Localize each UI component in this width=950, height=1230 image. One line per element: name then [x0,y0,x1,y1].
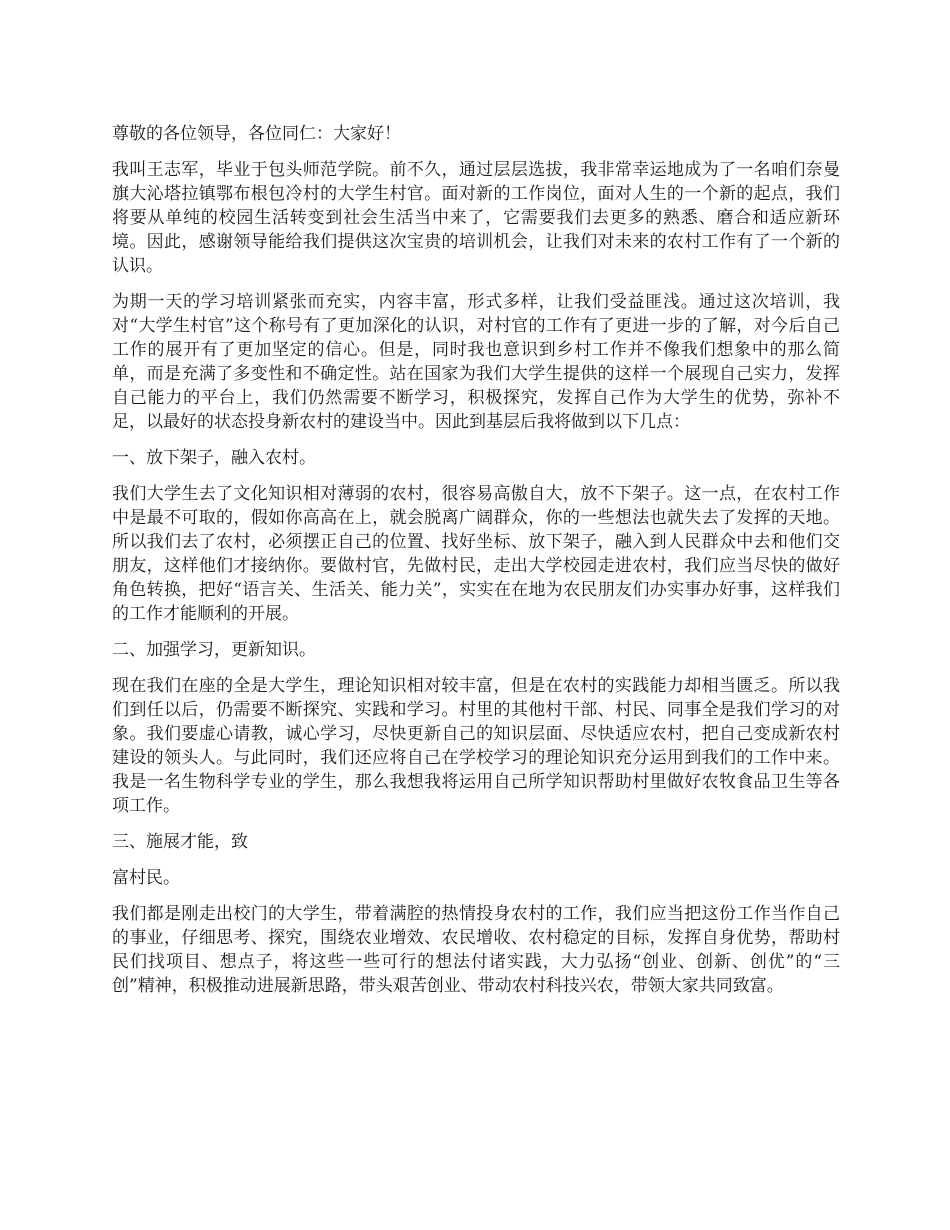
section-3-heading-line-1: 三、施展才能，致 [112,832,248,852]
section-3-body: 我们都是刚走出校门的大学生，带着满腔的热情投身农村的工作，我们应当把这份工作当作自己的事业，仔细思考、探究，围绕农业增效、农民增收、农村稳定的目标，发挥自身优势，帮助村民们找项目、想点子，将这些一些可行的想法付诸实践，大力弘扬“创业、创新、创优”的“三创”精神，积极推动进展新思路，带头艰苦创业、带动农村科技兴农，带领大家共同致富。 [112,904,840,996]
document-page [112,122,840,1010]
training-paragraph: 为期一天的学习培训紧张而充实，内容丰富，形式多样，让我们受益匪浅。通过这次培训，我对“大学生村官”这个称号有了更加深化的认识，对村官的工作有了更进一步的了解，对今后自己工作的展开有了更加坚定的信心。但是，同时我也意识到乡村工作并不像我们想象中的那么简单，而是充满了多变性和不确定性。站在国家为我们大学生提供的这样一个展现自己实力，发挥自己能力的平台上，我们仍然需要不断学习，积极探究，发挥自己作为大学生的优势，弥补不足，以最好的状态投身新农村的建设当中。因此到基层后我将做到以下几点： [112,292,840,432]
section-1-heading: 一、放下架子，融入农村。 [112,448,316,468]
section-2-body: 现在我们在座的全是大学生，理论知识相对较丰富，但是在农村的实践能力却相当匮乏。所以我们到任以后，仍需要不断探究、实践和学习。村里的其他村干部、村民、同事全是我们学习的对象。我们要虚心请教，诚心学习，尽快更新自己的知识层面、尽快适应农村，把自己变成新农村建设的领头人。与此同时，我们还应将自己在学校学习的理论知识充分运用到我们的工作中来。我是一名生物科学专业的学生，那么我想我将运用自己所学知识帮助村里做好农牧食品卫生等各项工作。 [112,676,840,816]
section-3-heading-line-2: 富村民。 [112,868,180,888]
section-1-body: 我们大学生去了文化知识相对薄弱的农村，很容易高傲自大，放不下架子。这一点，在农村工作中是最不可取的，假如你高高在上，就会脱离广阔群众，你的一些想法也就失去了发挥的天地。所以我们去了农村，必须摆正自己的位置、找好坐标、放下架子，融入到人民群众中去和他们交朋友，这样他们才接纳你。要做村官，先做村民，走出大学校园走进农村，我们应当尽快的做好角色转换，把好“语言关、生活关、能力关”，实实在在地为农民朋友们办实事办好事，这样我们的工作才能顺利的开展。 [112,484,840,624]
intro-paragraph: 我叫王志军，毕业于包头师范学院。前不久，通过层层选拔，我非常幸运地成为了一名咱们奈曼旗大沁塔拉镇鄂布根包冷村的大学生村官。面对新的工作岗位，面对人生的一个新的起点，我们将要从单纯的校园生活转变到社会生活当中来了，它需要我们去更多的熟悉、磨合和适应新环境。因此，感谢领导能给我们提供这次宝贵的培训机会，让我们对未来的农村工作有了一个新的认识。 [112,160,840,276]
greeting: 尊敬的各位领导，各位同仁：大家好！ [112,124,401,144]
section-2-heading: 二、加强学习，更新知识。 [112,640,316,660]
